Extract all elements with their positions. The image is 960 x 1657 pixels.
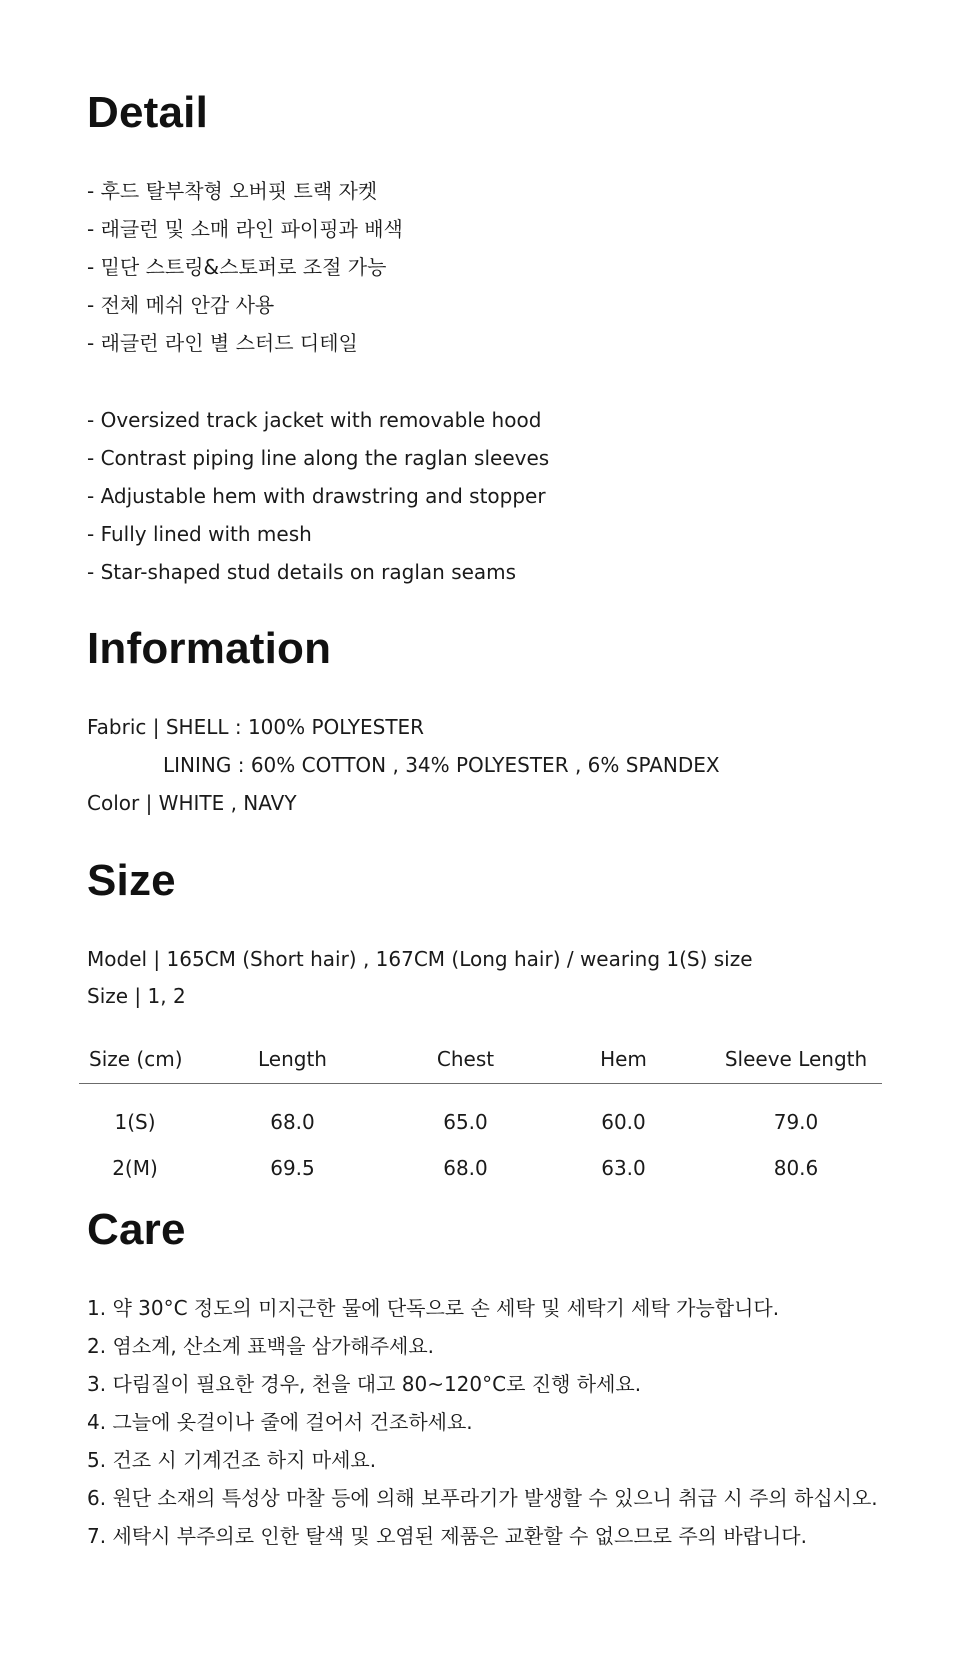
detail-korean-line: - 래글런 및 소매 라인 파이핑과 배색 [87, 217, 403, 241]
model-line: Model | 165CM (Short hair) , 167CM (Long hair) / wearing 1(S) size [87, 947, 753, 971]
chest-cell: 65.0 [443, 1110, 488, 1134]
size-table-header-row [79, 1035, 882, 1084]
care-heading: Care [87, 1205, 186, 1254]
detail-english-line: - Oversized track jacket with removable hood [87, 408, 542, 432]
size-table-header: Chest [394, 1035, 537, 1084]
table-row [79, 1146, 882, 1190]
sleeve-length-cell: 79.0 [773, 1110, 819, 1134]
hem-cell: 63.0 [601, 1156, 646, 1180]
detail-korean-list [87, 172, 403, 362]
care-line: 1. 약 30°C 정도의 미지근한 물에 단독으로 손 세탁 및 세탁기 세탁 가능합니다. [87, 1296, 780, 1320]
size-table [79, 1035, 882, 1190]
size-table-header: Hem [537, 1035, 710, 1084]
care-line: 4. 그늘에 옷걸이나 줄에 걸어서 건조하세요. [87, 1410, 473, 1434]
detail-english-line: - Fully lined with mesh [87, 522, 312, 546]
sleeve-length-cell: 80.6 [773, 1156, 819, 1180]
detail-english-line: - Adjustable hem with drawstring and stopper [87, 484, 546, 508]
detail-korean-line: - 후드 탈부착형 오버핏 트랙 자켓 [87, 179, 378, 203]
size-table-header: Size (cm) [79, 1035, 191, 1084]
care-line: 7. 세탁시 부주의로 인한 탈색 및 오염된 제품은 교환할 수 없으므로 주의 바랍니다. [87, 1524, 807, 1548]
size-table-header: Sleeve Length [710, 1035, 882, 1084]
length-cell: 68.0 [270, 1110, 315, 1134]
detail-heading: Detail [87, 88, 209, 137]
detail-english-line: - Contrast piping line along the raglan sleeves [87, 446, 550, 470]
detail-korean-line: - 밑단 스트링&스토퍼로 조절 가능 [87, 255, 387, 279]
lining-line: LINING : 60% COTTON , 34% POLYESTER , 6% SPANDEX [163, 753, 720, 777]
fabric-line: Fabric | SHELL : 100% POLYESTER [87, 715, 425, 739]
care-list [87, 1289, 878, 1555]
detail-korean-line: - 래글런 라인 별 스터드 디테일 [87, 331, 358, 355]
size-table-header: Length [191, 1035, 394, 1084]
care-line: 6. 원단 소재의 특성상 마찰 등에 의해 보푸라기가 발생할 수 있으니 취급 시 주의 하십시오. [87, 1486, 878, 1510]
detail-korean-line: - 전체 메쉬 안감 사용 [87, 293, 275, 317]
size-heading: Size [87, 856, 176, 905]
detail-english-list [87, 401, 549, 591]
size-cell: 1(S) [114, 1110, 156, 1134]
chest-cell: 68.0 [443, 1156, 488, 1180]
length-cell: 69.5 [270, 1156, 315, 1180]
hem-cell: 60.0 [601, 1110, 646, 1134]
detail-english-line: - Star-shaped stud details on raglan seams [87, 560, 517, 584]
color-line: Color | WHITE , NAVY [87, 791, 297, 815]
care-line: 2. 염소계, 산소계 표백을 삼가해주세요. [87, 1334, 435, 1358]
information-heading: Information [87, 624, 332, 673]
care-line: 3. 다림질이 필요한 경우, 천을 대고 80~120°C로 진행 하세요. [87, 1372, 642, 1396]
care-line: 5. 건조 시 기계건조 하지 마세요. [87, 1448, 377, 1472]
table-row [79, 1084, 882, 1147]
size-cell: 2(M) [112, 1156, 158, 1180]
size-options-line: Size | 1, 2 [87, 984, 186, 1008]
